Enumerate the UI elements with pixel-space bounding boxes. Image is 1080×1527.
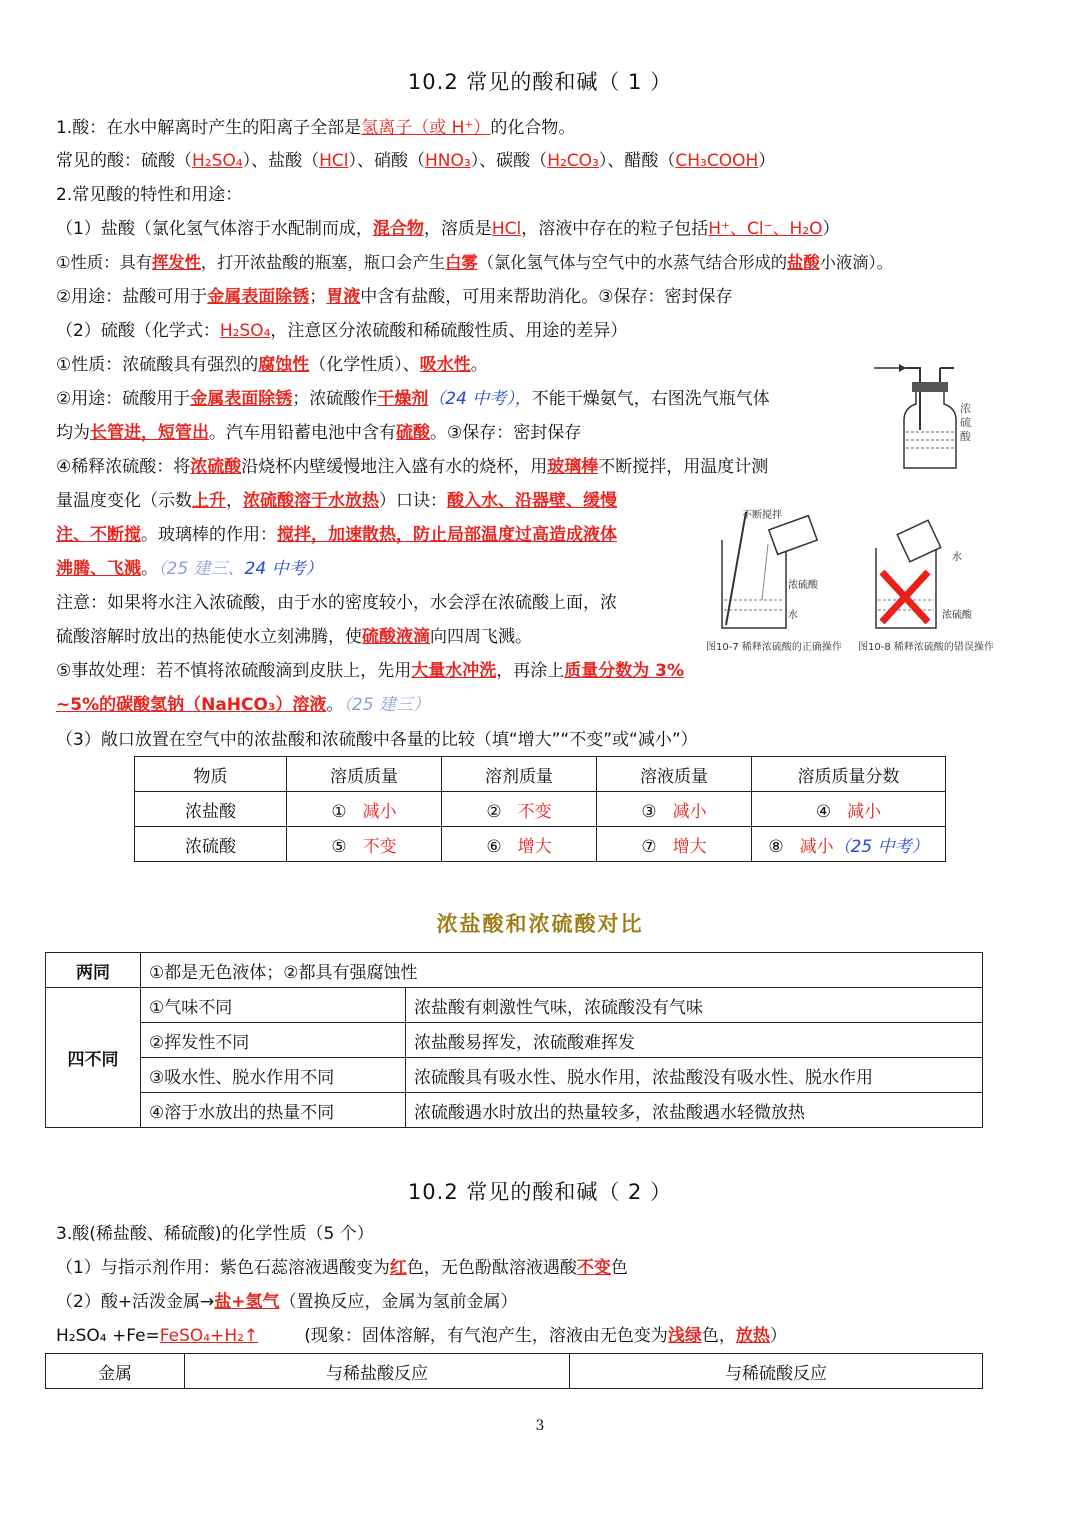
acid-definition: 1.酸：在水中解离时产生的阳离子全部是氢离子（或 H⁺）的化合物。: [56, 118, 576, 138]
table-row: 浓硫酸 ⑤ 不变 ⑥ 增大 ⑦ 增大 ⑧ 减小（25 中考）: [135, 827, 946, 862]
svg-text:硫: 硫: [960, 416, 971, 429]
metal-reaction-table: [45, 1353, 983, 1389]
table-row: ④溶于水放出的热量不同 浓硫酸遇水时放出的热量较多，浓盐酸遇水轻微放热: [46, 1093, 983, 1128]
accident-handling: ⑤事故处理：若不慎将浓硫酸滴到皮肤上，先用大量水冲洗，再涂上质量分数为 3%: [56, 661, 685, 681]
table-row: ②挥发性不同 浓盐酸易挥发，浓硫酸难挥发: [46, 1023, 983, 1058]
dilution-step: ④稀释浓硫酸：将浓硫酸沿烧杯内壁缓慢地注入盛有水的烧杯，用玻璃棒不断搅拌，用温度计测: [56, 457, 769, 477]
table-row: 浓盐酸 ① 减小 ② 不变 ③ 减小 ④ 减小: [135, 792, 946, 827]
section-heading-2: 2.常见酸的特性和用途：: [56, 185, 243, 205]
acid2-label: 浓硫酸: [942, 610, 972, 621]
metal-reaction: （2）酸+活泼金属→盐+氢气（置换反应，金属为氢前金属）: [56, 1292, 518, 1312]
gas-bottle-note: 均为长管进，短管出。汽车用铅蓄电池中含有硫酸。③保存：密封保存: [56, 423, 582, 443]
iron-equation: H₂SO₄ +Fe=FeSO₄+H₂↑ (现象：固体溶解，有气泡产生，溶液由无色变为浅绿色，放热）: [56, 1326, 787, 1346]
acid-chem-properties-heading: 3.酸(稀盐酸、稀硫酸)的化学性质（5 个）: [56, 1224, 374, 1244]
stir-label: 不断搅拌: [742, 510, 782, 521]
h2so4-intro: （2）硫酸（化学式：H₂SO₄，注意区分浓硫酸和稀硫酸性质、用途的差异）: [56, 321, 628, 341]
h2so4-use: ②用途：硫酸用于金属表面除锈；浓硫酸作干燥剂（24 中考），不能干燥氨气，右图洗气瓶气体: [56, 389, 770, 409]
accident-handling-cont: ~5%的碳酸氢钠（NaHCO₃）溶液。（25 建三）: [56, 695, 430, 715]
svg-text:酸: 酸: [960, 430, 971, 443]
caution-note-cont: 硫酸溶解时放出的热能使水立刻沸腾，使硫酸液滴向四周飞溅。: [56, 627, 532, 647]
dilution-figures: [706, 500, 1006, 640]
hcl-intro: （1）盐酸（氯化氢气体溶于水配制而成，混合物，溶质是HCl，溶液中存在的粒子包括H⁺、Cl⁻、H₂O）: [56, 219, 840, 239]
bottle-label: 浓: [960, 402, 971, 415]
table-header-row: 金属 与稀盐酸反应 与稀硫酸反应: [46, 1354, 983, 1389]
dilution-temperature: 量温度变化（示数上升，浓硫酸溶于水放热）口诀：酸入水、沿器壁、缓慢: [56, 491, 617, 511]
hcl-h2so4-contrast-table: [45, 952, 983, 1128]
glass-rod-role-cont: 沸腾、飞溅。（25 建三、24 中考）: [56, 559, 323, 579]
figure-caption-wrong: 图10-8 稀释浓硫酸的错误操作: [858, 642, 994, 653]
table-row: 两同 ①都是无色液体；②都具有强腐蚀性: [46, 953, 983, 988]
h2so4-property: ①性质：浓硫酸具有强烈的腐蚀性（化学性质）、吸水性。: [56, 355, 488, 375]
comparison-intro: （3）敞口放置在空气中的浓盐酸和浓硫酸中各量的比较（填“增大”“不变”或“减小”）: [56, 730, 698, 750]
water2-label: 水: [952, 552, 962, 563]
page-title-1: 10.2 常见的酸和碱（ 1 ）: [407, 70, 673, 94]
section-title-comparison: 浓盐酸和浓硫酸对比: [436, 912, 644, 936]
caution-note: 注意：如果将水注入浓硫酸，由于水的密度较小，水会浮在浓硫酸上面，浓: [56, 593, 617, 613]
water-label: 水: [788, 610, 798, 621]
indicator-reaction: （1）与指示剂作用：紫色石蕊溶液遇酸变为红色，无色酚酞溶液遇酸不变色: [56, 1258, 628, 1278]
figure-caption-correct: 图10-7 稀释浓硫酸的正确操作: [706, 642, 842, 653]
table-row: ③吸水性、脱水作用不同 浓硫酸具有吸水性、脱水作用，浓盐酸没有吸水性、脱水作用: [46, 1058, 983, 1093]
hcl-property: ①性质：具有挥发性，打开浓盐酸的瓶塞，瓶口会产生白雾（氯化氢气体与空气中的水蒸气结合形成的盐酸小液滴）。: [56, 253, 893, 272]
hcl-use: ②用途：盐酸可用于金属表面除锈；胃液中含有盐酸，可用来帮助消化。③保存：密封保存: [56, 287, 733, 307]
table-row: 四不同 ①气味不同 浓盐酸有刺激性气味，浓硫酸没有气味: [46, 988, 983, 1023]
gas-washing-bottle-figure: [868, 360, 988, 475]
glass-rod-role: 注、不断搅。玻璃棒的作用：搅拌，加速散热，防止局部温度过高造成液体: [56, 525, 617, 545]
page-title-2: 10.2 常见的酸和碱（ 2 ）: [407, 1180, 673, 1204]
table-header-row: 物质 溶质质量 溶剂质量 溶液质量 溶质质量分数: [135, 757, 946, 792]
page-number: 3: [535, 1418, 545, 1434]
common-acids: 常见的酸：硫酸（H₂SO₄）、盐酸（HCl）、硝酸（HNO₃）、碳酸（H₂CO₃）、醋酸（CH₃COOH）: [56, 151, 776, 171]
acid-comparison-table: [134, 756, 946, 862]
acid-label: 浓硫酸: [788, 580, 818, 591]
